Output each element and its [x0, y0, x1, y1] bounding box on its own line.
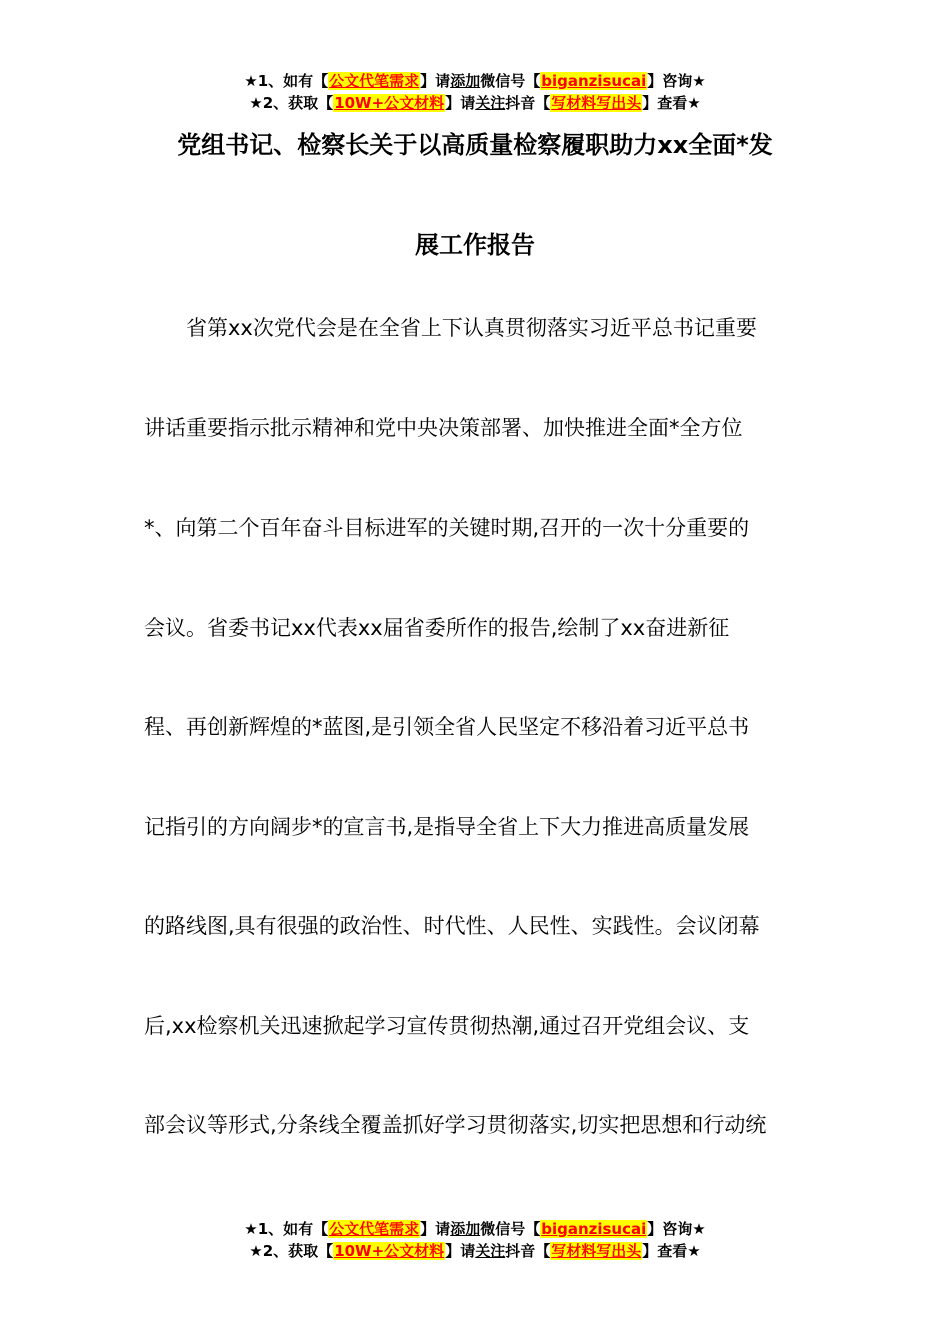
document-title-line-2: 展工作报告 [415, 231, 535, 259]
promo-line-2: ★2、获取【10W+公文材料】请关注抖音【写材料写出头】查看★ [249, 1242, 701, 1260]
document-title-line-1: 党组书记、检察长关于以高质量检察履职助力xx全面*发 [177, 131, 773, 159]
promo-line-1: ★1、如有【公文代笔需求】请添加微信号【biganzisucai】咨询★ [244, 1220, 706, 1238]
service-highlight: 公文代笔需求 [329, 72, 420, 90]
body-line: 会议。省委书记xx代表xx届省委所作的报告,绘制了xx奋进新征 [144, 616, 730, 640]
douyin-id-highlight: 写材料写出头 [551, 94, 642, 112]
body-line: 记指引的方向阔步*的宣言书,是指导全省上下大力推进高质量发展 [144, 815, 750, 839]
promo-line-1: ★1、如有【公文代笔需求】请添加微信号【biganzisucai】咨询★ [244, 72, 706, 90]
promo-notice-top [0, 70, 950, 114]
wechat-id-highlight: biganzisucai [541, 72, 647, 90]
service-highlight: 公文代笔需求 [329, 1220, 420, 1238]
promo-line-2: ★2、获取【10W+公文材料】请关注抖音【写材料写出头】查看★ [249, 94, 701, 112]
materials-highlight: 10W+公文材料 [334, 94, 445, 112]
body-line: 讲话重要指示批示精神和党中央决策部署、加快推进全面*全方位 [144, 416, 743, 440]
body-line: 程、再创新辉煌的*蓝图,是引领全省人民坚定不移沿着习近平总书 [144, 715, 750, 739]
body-line: *、向第二个百年奋斗目标进军的关键时期,召开的一次十分重要的 [144, 516, 750, 540]
body-line: 部会议等形式,分条线全覆盖抓好学习贯彻落实,切实把思想和行动统 [144, 1113, 767, 1137]
body-line: 后,xx检察机关迅速掀起学习宣传贯彻热潮,通过召开党组会议、支 [144, 1014, 750, 1038]
materials-highlight: 10W+公文材料 [334, 1242, 445, 1260]
body-line: 省第xx次党代会是在全省上下认真贯彻落实习近平总书记重要 [186, 316, 757, 340]
wechat-id-highlight: biganzisucai [541, 1220, 647, 1238]
douyin-id-highlight: 写材料写出头 [551, 1242, 642, 1260]
promo-notice-bottom [0, 1218, 950, 1262]
body-line: 的路线图,具有很强的政治性、时代性、人民性、实践性。会议闭幕 [144, 914, 760, 938]
